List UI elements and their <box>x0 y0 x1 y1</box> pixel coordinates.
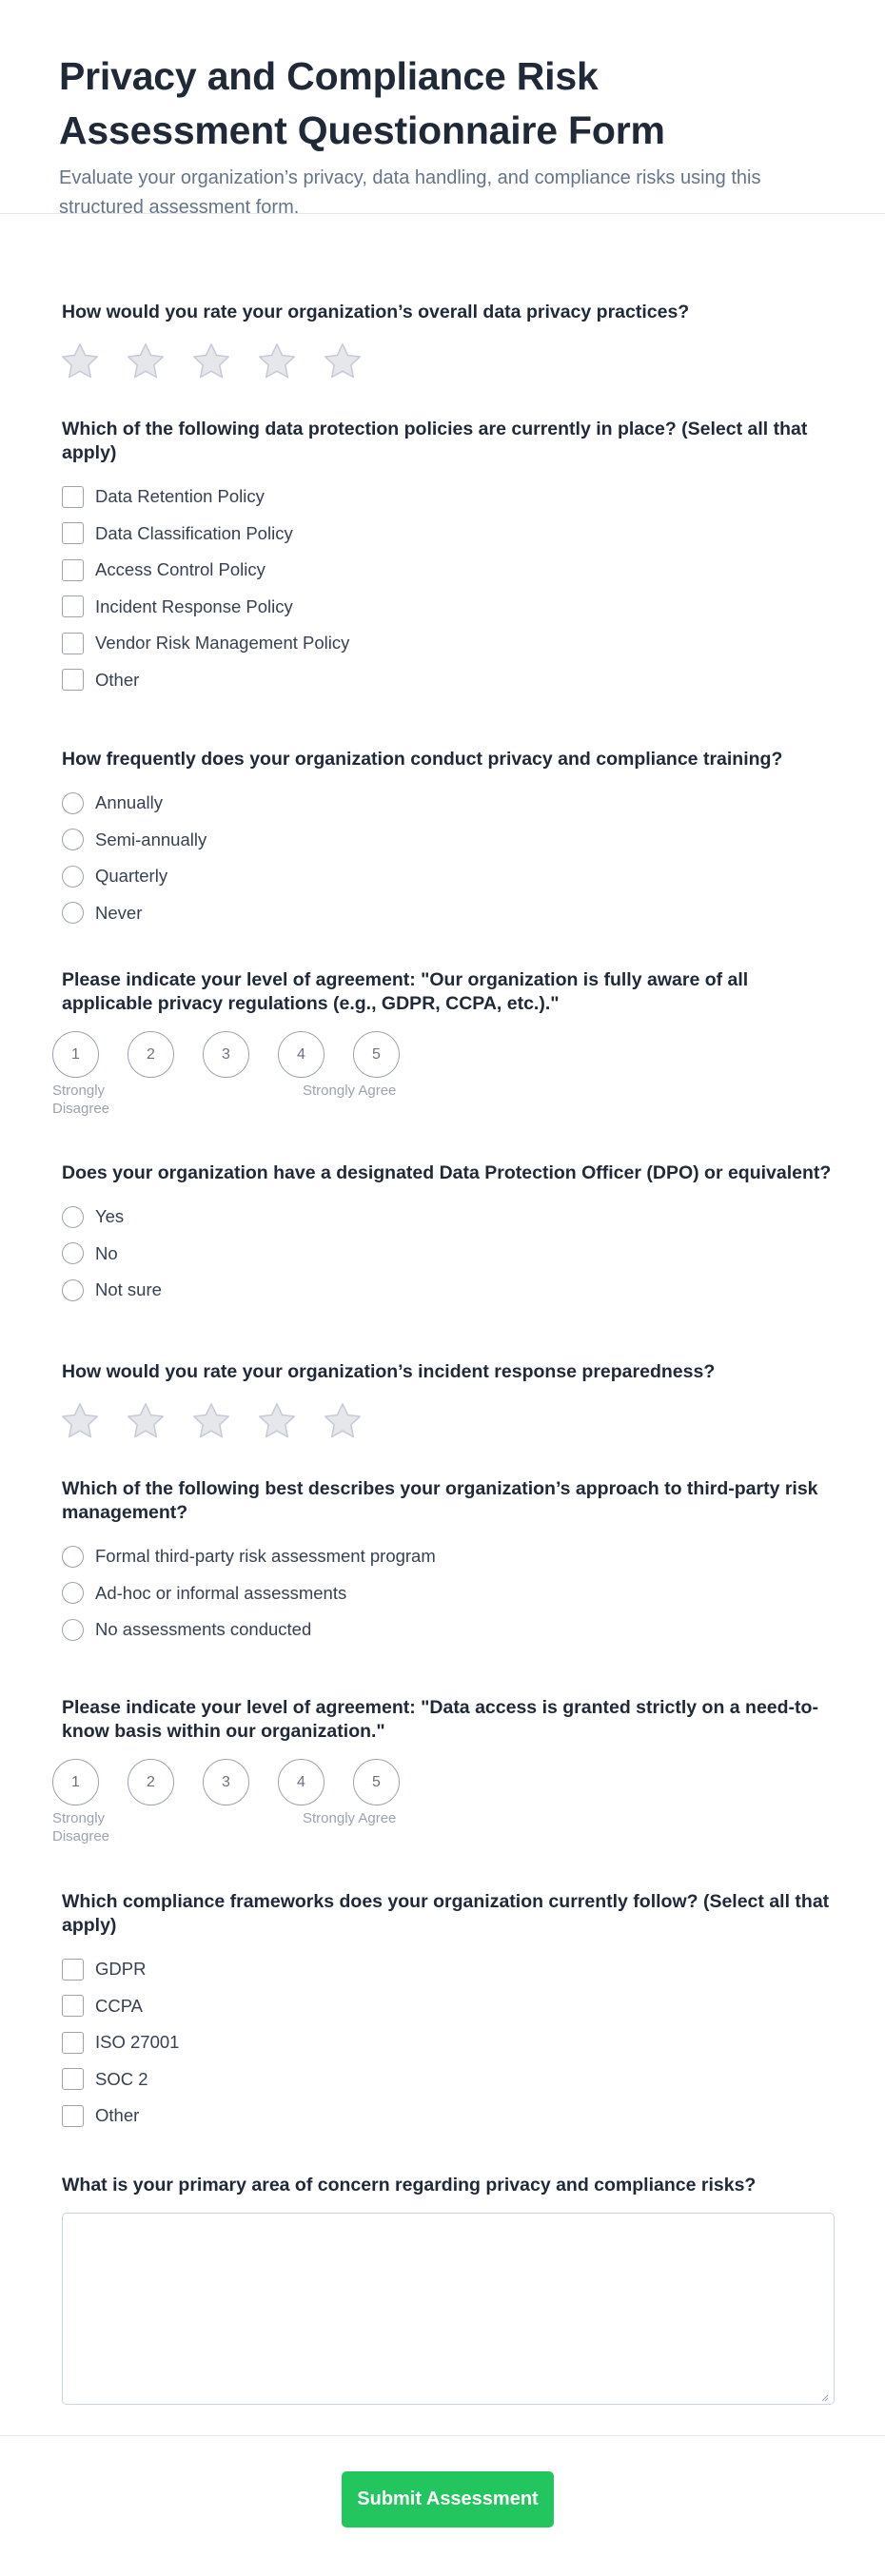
radio-option[interactable] <box>62 1236 833 1273</box>
option-label: Data Classification Policy <box>95 522 293 543</box>
option-label: Not sure <box>95 1279 162 1300</box>
star-icon[interactable] <box>255 1399 299 1443</box>
checkbox[interactable] <box>62 522 84 544</box>
checkbox[interactable] <box>62 2032 84 2054</box>
radio-button[interactable] <box>62 792 84 814</box>
scale-labels <box>52 1078 833 1116</box>
page-title: Privacy and Compliance Risk Assessment Questionnaire Form <box>59 54 665 152</box>
question-training-frequency <box>62 748 833 931</box>
option-label: Data Retention Policy <box>95 486 265 507</box>
star-icon[interactable] <box>58 340 102 383</box>
option-label: ISO 27001 <box>95 2032 180 2053</box>
radio-option[interactable] <box>62 895 833 932</box>
scale-labels <box>52 1805 833 1844</box>
scale-option-5[interactable]: 5 <box>353 1031 400 1078</box>
radio-group <box>62 1199 833 1309</box>
checkbox[interactable] <box>62 669 84 691</box>
star-icon[interactable] <box>255 340 299 383</box>
radio-button[interactable] <box>62 1242 84 1264</box>
option-label: SOC 2 <box>95 2068 148 2089</box>
scale-high-label: Strongly Agree <box>303 1810 397 1826</box>
option-label: Incident Response Policy <box>95 595 293 616</box>
star-icon[interactable] <box>124 340 167 383</box>
checkbox[interactable] <box>62 633 84 654</box>
radio-option[interactable] <box>62 1199 833 1236</box>
scale-option-4[interactable]: 4 <box>278 1759 324 1805</box>
scale-option-1[interactable]: 1 <box>52 1031 99 1078</box>
radio-option[interactable] <box>62 1611 833 1649</box>
scale-option-3[interactable]: 3 <box>203 1759 249 1805</box>
option-label: Yes <box>95 1206 125 1227</box>
checkbox-option[interactable] <box>62 625 833 662</box>
scale-high-label: Strongly Agree <box>303 1083 397 1099</box>
question-label: How would you rate your organization’s overall data privacy practices? <box>62 302 690 322</box>
question-label: How would you rate your organization’s incident response preparedness? <box>62 1361 716 1382</box>
option-label: GDPR <box>95 1959 147 1980</box>
checkbox-group <box>62 1951 833 2135</box>
star-icon[interactable] <box>189 340 233 383</box>
star-rating <box>58 1399 833 1443</box>
checkbox-option[interactable] <box>62 589 833 626</box>
star-icon[interactable] <box>58 1399 102 1443</box>
likert-scale <box>52 1759 833 1805</box>
checkbox-option[interactable] <box>62 2061 833 2098</box>
question-label: Which compliance frameworks does your organization currently follow? (Select all that apply) <box>62 1891 830 1936</box>
option-label: Vendor Risk Management Policy <box>95 633 350 654</box>
question-incident-response-rating <box>62 1360 833 1443</box>
option-label: No assessments conducted <box>95 1619 312 1640</box>
radio-button[interactable] <box>62 902 84 924</box>
radio-group <box>62 785 833 931</box>
checkbox-option[interactable] <box>62 478 833 516</box>
radio-option[interactable] <box>62 1272 833 1309</box>
star-rating <box>58 340 833 383</box>
checkbox-option[interactable] <box>62 662 833 699</box>
radio-option[interactable] <box>62 1575 833 1612</box>
scale-option-5[interactable]: 5 <box>353 1759 400 1805</box>
question-label: Which of the following best describes your organization’s approach to third-party risk management? <box>62 1478 818 1523</box>
question-label: How frequently does your organization conduct privacy and compliance training? <box>62 749 783 770</box>
likert-scale <box>52 1031 833 1078</box>
radio-button[interactable] <box>62 1279 84 1301</box>
question-label: Does your organization have a designated Data Protection Officer (DPO) or equivalent? <box>62 1162 832 1183</box>
question-label: Please indicate your level of agreement: "Data access is granted strictly on a need-to-know basis within our organization." <box>62 1697 818 1742</box>
radio-option[interactable] <box>62 822 833 859</box>
checkbox[interactable] <box>62 595 84 617</box>
scale-low-label: Strongly Disagree <box>52 1810 110 1844</box>
question-data-protection-policies <box>62 418 833 698</box>
option-label: Other <box>95 2105 140 2126</box>
form-footer <box>0 2435 885 2576</box>
option-label: Formal third-party risk assessment program <box>95 1546 436 1567</box>
question-primary-concern <box>62 2174 833 2405</box>
checkbox[interactable] <box>62 1995 84 2017</box>
option-label: Ad-hoc or informal assessments <box>95 1582 347 1603</box>
option-label: Semi-annually <box>95 829 207 849</box>
question-label: Which of the following data protection policies are currently in place? (Select all that apply) <box>62 419 808 463</box>
star-icon[interactable] <box>189 1399 233 1443</box>
radio-button[interactable] <box>62 1546 84 1568</box>
star-icon[interactable] <box>321 340 364 383</box>
checkbox-option[interactable] <box>62 2098 833 2135</box>
resize-handle-icon[interactable] <box>819 2390 829 2399</box>
checkbox-group <box>62 478 833 698</box>
submit-assessment-button[interactable]: Submit Assessment <box>342 2471 554 2527</box>
radio-button[interactable] <box>62 1206 84 1228</box>
star-icon[interactable] <box>321 1399 364 1443</box>
page-subtitle: Evaluate your organization’s privacy, data handling, and compliance risks using this structured assessment form. <box>59 167 761 218</box>
concern-textarea[interactable] <box>62 2213 835 2405</box>
form-header <box>0 0 885 218</box>
question-overall-privacy-rating <box>62 301 833 383</box>
question-label: Please indicate your level of agreement: "Our organization is fully aware of all applicable privacy regulations (e.g., GDPR, CCPA, etc.)." <box>62 969 749 1014</box>
radio-group <box>62 1538 833 1649</box>
scale-option-2[interactable]: 2 <box>128 1031 174 1078</box>
checkbox[interactable] <box>62 2068 84 2090</box>
question-compliance-frameworks <box>62 1890 833 2135</box>
scale-low-label: Strongly Disagree <box>52 1083 110 1117</box>
question-regulation-awareness <box>52 968 833 1117</box>
radio-button[interactable] <box>62 1619 84 1641</box>
option-label: No <box>95 1242 118 1263</box>
option-label: CCPA <box>95 1995 144 2016</box>
scale-option-2[interactable]: 2 <box>128 1759 174 1805</box>
checkbox[interactable] <box>62 559 84 581</box>
option-label: Never <box>95 902 143 923</box>
scale-option-3[interactable]: 3 <box>203 1031 249 1078</box>
checkbox-option[interactable] <box>62 1988 833 2025</box>
option-label: Quarterly <box>95 866 168 887</box>
checkbox[interactable] <box>62 486 84 508</box>
radio-button[interactable] <box>62 866 84 888</box>
radio-option[interactable] <box>62 858 833 895</box>
radio-button[interactable] <box>62 829 84 850</box>
checkbox-option[interactable] <box>62 1951 833 1988</box>
star-icon[interactable] <box>124 1399 167 1443</box>
option-label: Access Control Policy <box>95 559 266 580</box>
question-third-party-risk <box>62 1477 833 1649</box>
radio-button[interactable] <box>62 1582 84 1604</box>
scale-option-4[interactable]: 4 <box>278 1031 324 1078</box>
question-label: What is your primary area of concern regarding privacy and compliance risks? <box>62 2175 757 2195</box>
checkbox-option[interactable] <box>62 552 833 589</box>
option-label: Annually <box>95 792 163 813</box>
checkbox-option[interactable] <box>62 516 833 553</box>
checkbox-option[interactable] <box>62 2024 833 2061</box>
option-label: Other <box>95 669 140 690</box>
radio-option[interactable] <box>62 1538 833 1575</box>
checkbox[interactable] <box>62 1959 84 1981</box>
checkbox[interactable] <box>62 2105 84 2127</box>
scale-option-1[interactable]: 1 <box>52 1759 99 1805</box>
question-need-to-know-access <box>52 1696 833 1844</box>
question-dpo <box>62 1161 833 1309</box>
radio-option[interactable] <box>62 785 833 822</box>
